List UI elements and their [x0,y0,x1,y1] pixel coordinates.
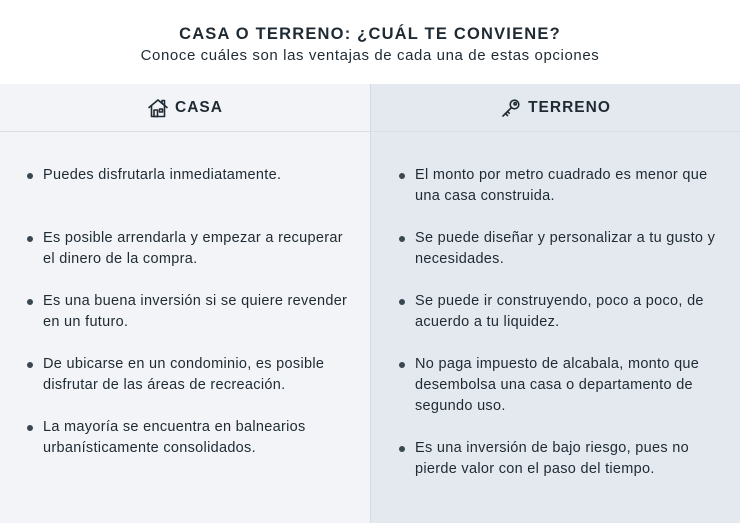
terreno-column-title: TERRENO [528,98,611,116]
key-icon [500,97,522,119]
page-header [0,0,740,84]
list-item [415,165,720,207]
list-item-text: Se puede diseñar y personalizar a tu gusto y necesidades. [415,230,716,267]
list-item [415,291,720,333]
list-item [415,438,720,480]
bullet-icon [27,425,33,431]
bullet-icon [399,236,405,242]
list-item [43,165,358,186]
page-title: CASA O TERRENO: ¿CUÁL TE CONVIENE? [179,25,561,43]
list-item-text: Es posible arrendarla y empezar a recuperar el dinero de la compra. [43,230,343,267]
list-item-text: Puedes disfrutarla inmediatamente. [43,167,282,183]
page-subtitle: Conoce cuáles son las ventajas de cada una de estas opciones [140,47,600,64]
casa-column-header [0,84,370,132]
bullet-icon [27,236,33,242]
list-item-text: Es una inversión de bajo riesgo, pues no pierde valor con el paso del tiempo. [415,440,689,477]
bullet-icon [27,362,33,368]
list-item-text: Es una buena inversión si se quiere revender en un futuro. [43,293,348,330]
list-item-text: No paga impuesto de alcabala, monto que desembolsa una casa o departamento de segundo uso. [415,356,700,414]
bullet-icon [399,299,405,305]
bullet-icon [27,299,33,305]
list-item-text: El monto por metro cuadrado es menor que una casa construida. [415,167,708,204]
list-item [43,291,358,333]
list-item [43,417,358,459]
list-item [43,228,358,270]
list-item [415,228,720,270]
list-item [415,354,720,417]
bullet-icon [399,362,405,368]
terreno-column-header [371,84,740,132]
bullet-icon [399,446,405,452]
bullet-icon [27,173,33,179]
casa-column-title: CASA [175,98,223,116]
list-item-text: De ubicarse en un condominio, es posible disfrutar de las áreas de recreación. [43,356,325,393]
list-item-text: Se puede ir construyendo, poco a poco, de acuerdo a tu liquidez. [415,293,704,330]
casa-column [0,84,370,523]
house-icon [147,97,169,119]
list-item [43,354,358,396]
bullet-icon [399,173,405,179]
list-item-text: La mayoría se encuentra en balnearios urbanísticamente consolidados. [43,419,306,456]
terreno-column [371,84,740,523]
